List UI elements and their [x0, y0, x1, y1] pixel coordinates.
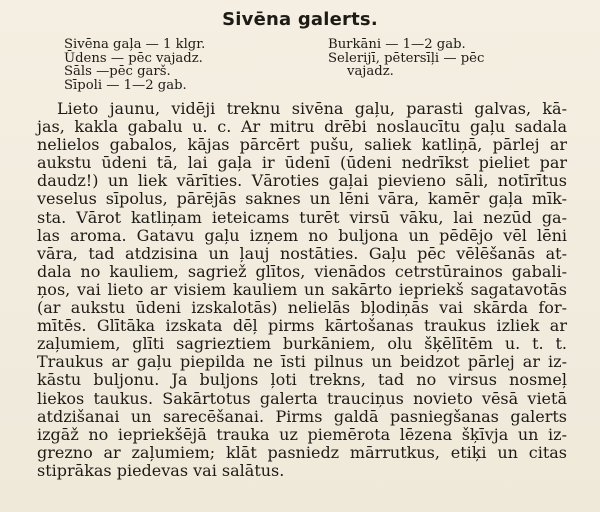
text-line: dala no kauliem, sagriež glītos, vienādos cetrstūrainos gabali- [37, 261, 567, 281]
recipe-title: Sivēna galerts. [222, 9, 378, 30]
text-line: ņos, vai lieto ar visiem kauliem un sakārto iepriekš sagatavotās [37, 279, 567, 299]
text-line: stiprākas piedevas vai salātus. [37, 460, 285, 480]
text-line: mītēs. Glītāka izskata dēļ pirms kārtošanas traukus izliek ar [37, 316, 567, 336]
text-line: jas, kakla gabalu u. c. Ar mitru drēbi noslaucītu gaļu sadala [37, 117, 567, 137]
ingredients-column-right [328, 38, 528, 79]
text-line: aukstu ūdeni tā, lai gaļa ir ūdenī (ūdeni nedrīkst pieliet par [37, 153, 567, 173]
text-line: las aroma. Gatavu gaļu izņem no buljona un pēdējo vēl lēni [37, 225, 567, 245]
text-line: Lieto jaunu, vidēji treknu sivēna gaļu, parasti galvas, kā- [57, 99, 567, 118]
text-line: atdzišanai un sarecēšanai. Pirms galdā pasniegšanas galerts [37, 406, 567, 426]
text-line: veselus sīpolus, pārējās saknes un lēni vāra, kamēr gaļa mīk- [37, 189, 567, 209]
text-line: daudz!) un liek vārīties. Vāroties gaļai pievieno sāli, notīrītus [37, 171, 567, 191]
ingredient-line: Sīpoli — 1—2 gab. [64, 77, 187, 93]
text-line: sta. Vārot katliņam ieteicams turēt virsū vāku, lai nezūd ga- [37, 207, 567, 227]
text-line: grezno ar zaļumiem; klāt pasniedz mārrutkus, etiķi un citas [37, 442, 567, 462]
text-line: liekos taukus. Sakārtotus galerta trauciņus novieto vēsā vietā [37, 388, 567, 408]
text-line: vāra, tad atdzisina un ļauj nostāties. Gaļu pēc vēlēšanās at- [37, 243, 567, 263]
text-line: izgāž no iepriekšējā trauka uz piemērota lēzena šķīvja un iz- [37, 424, 567, 444]
text-line: Traukus ar gaļu piepilda ne īsti pilnus un beidzot pārlej ar iz- [37, 352, 567, 372]
text-line: kāstu buljonu. Ja buljons ļoti trekns, tad no virsus nosmeļ [37, 370, 567, 390]
ingredient-line: Selerijī, pētersīļi — pēc [328, 50, 485, 66]
ingredient-line: vajadz. [347, 64, 394, 79]
recipe-instructions [37, 100, 567, 480]
text-line: nelielos gabalos, kājas pārcērt pušu, saliek katliņā, pārlej ar [37, 135, 567, 155]
text-line: (ar aukstu ūdeni izskalotās) nelielās bļodiņās vai skārda for- [37, 298, 567, 318]
ingredient-line: Sivēna gaļa — 1 klgr. [64, 37, 206, 52]
ingredient-line: Sāls —pēc garš. [64, 64, 171, 79]
ingredients-list [64, 38, 534, 96]
ingredients-column-left [64, 38, 294, 92]
ingredient-line: Ūdens — pēc vajadz. [64, 50, 203, 66]
text-line: zaļumiem, glīti sagrieztiem burkāniem, olu šķēlītēm u. t. t. [37, 334, 567, 354]
ingredient-line: Burkāni — 1—2 gab. [328, 37, 466, 52]
